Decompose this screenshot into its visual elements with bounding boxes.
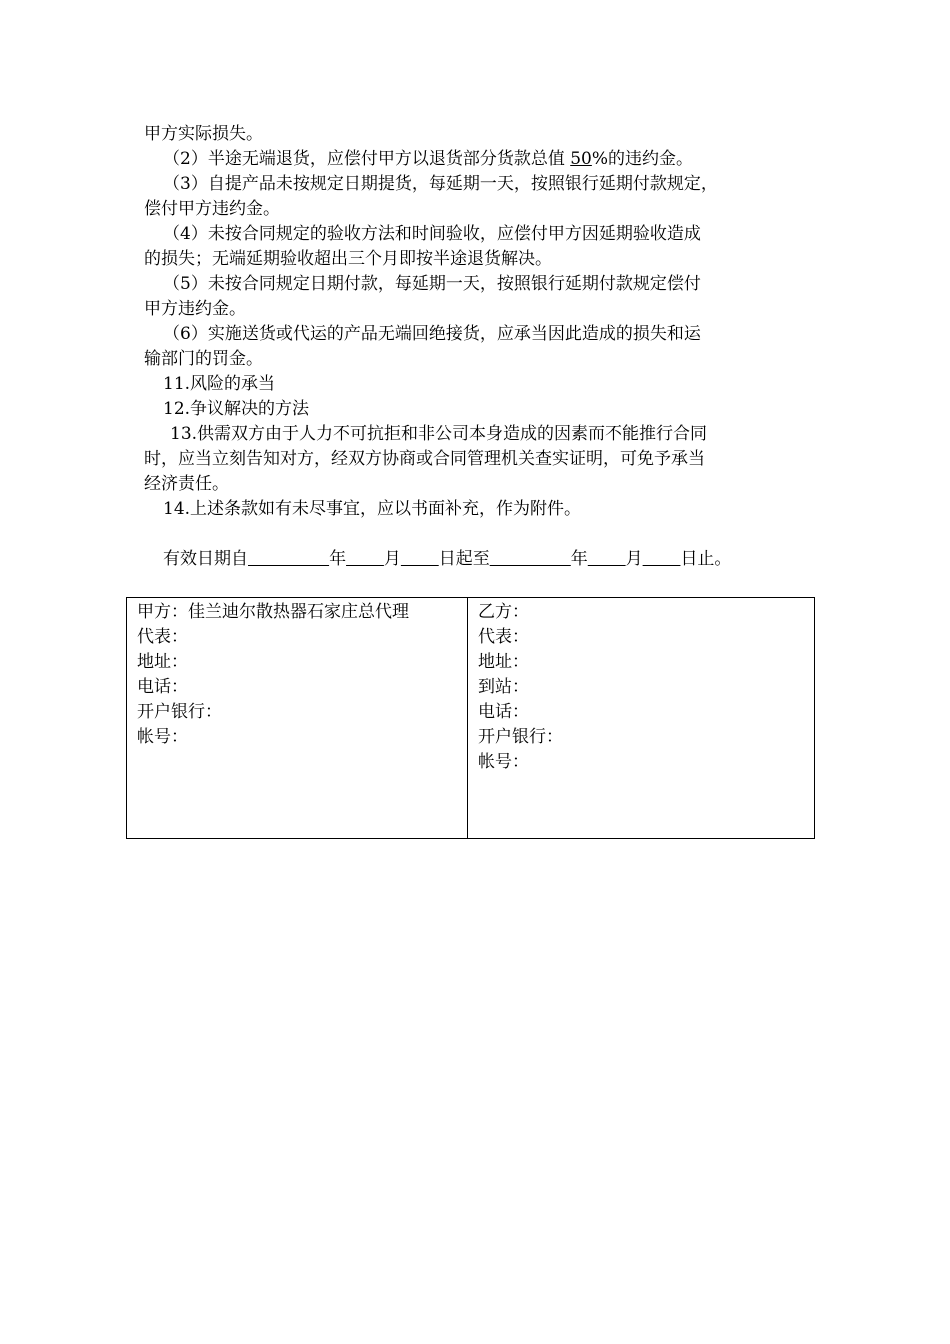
year-label: 年 [570,549,588,569]
party-b-cell [468,598,815,839]
party-a-phone: 电话： [137,677,188,697]
party-b-rep: 代表： [478,627,529,647]
year-blank[interactable] [490,547,571,572]
party-b-address: 地址： [478,652,529,672]
party-a-rep: 代表： [137,627,188,647]
day-label: 日止。 [680,549,732,569]
validity-prefix: 有效日期自 [163,549,248,569]
clause-risk: 11.风险的承当 [163,374,276,394]
clause-line: 经济责任。 [144,474,229,494]
party-a-account: 帐号： [137,727,188,747]
month-blank[interactable] [346,547,384,572]
clause-penalty-return [144,147,816,172]
day-blank[interactable] [401,547,439,572]
clause-line: （6）实施送货或代运的产品无端回绝接货，应承当因此造成的损失和运 [163,324,701,344]
clause-supplement: 14.上述条款如有未尽事宜，应以书面补充，作为附件。 [163,499,582,519]
signature-table [126,597,815,839]
clause-line: 甲方违约金。 [144,299,246,319]
spacer [144,522,816,547]
clause-line: 输部门的罚金。 [144,349,263,369]
month-label: 月 [383,549,401,569]
clause-text: （2）半途无端退货，应偿付甲方以退货部分货款总值 [163,149,571,169]
clause-line: （5）未按合同规定日期付款，每延期一天，按照银行延期付款规定偿付 [163,274,701,294]
month-blank[interactable] [588,547,626,572]
clause-line: 的损失；无端延期验收超出三个月即按半途退货解决。 [144,249,552,269]
year-blank[interactable] [248,547,329,572]
party-a-address: 地址： [137,652,188,672]
validity-line [144,547,816,572]
clause-line: （3）自提产品未按规定日期提货，每延期一天，按照银行延期付款规定， [163,174,718,194]
clause-line: （4）未按合同规定的验收方法和时间验收，应偿付甲方因延期验收造成 [163,224,701,244]
party-b-account: 帐号： [478,752,529,772]
year-label: 年 [329,549,347,569]
party-b-phone: 电话： [478,702,529,722]
party-a-bank: 开户银行： [137,702,222,722]
party-b-bank: 开户银行： [478,727,563,747]
day-label: 日起至 [438,549,490,569]
party-b-station: 到站： [478,677,529,697]
party-a-cell [127,598,468,839]
month-label: 月 [625,549,643,569]
day-blank[interactable] [643,547,681,572]
clause-line: 偿付甲方违约金。 [144,199,280,219]
clause-force-majeure: 13.供需双方由于人力不可抗拒和非公司本身造成的因素而不能推行合同 [170,424,708,444]
clause-text: %的违约金。 [591,149,694,169]
party-a-title: 甲方：佳兰迪尔散热器石家庄总代理 [137,602,409,622]
clause-dispute: 12.争议解决的方法 [163,399,310,419]
penalty-percent: 50 [570,149,592,169]
clause-line: 甲方实际损失。 [144,124,263,144]
contract-body [144,122,816,572]
clause-line: 时，应当立刻告知对方，经双方协商或合同管理机关查实证明，可免予承当 [144,449,705,469]
party-b-title: 乙方： [478,602,529,622]
